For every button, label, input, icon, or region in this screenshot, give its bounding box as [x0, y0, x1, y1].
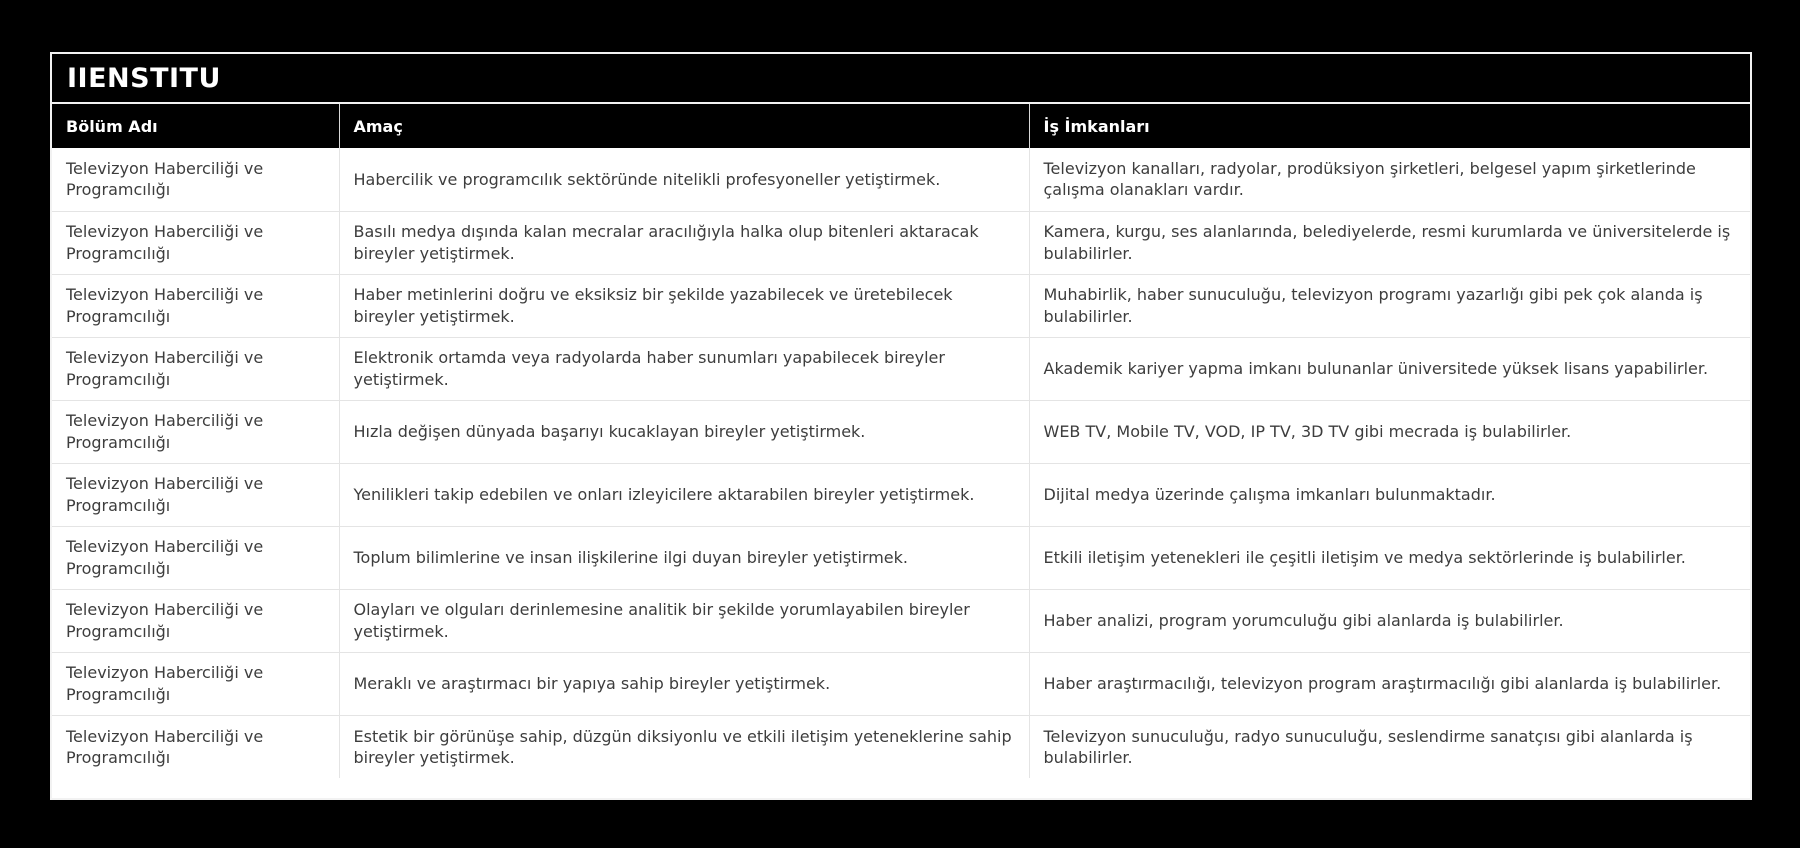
page-title: IIENSTITU [67, 62, 221, 94]
cell-amac: Haber metinlerini doğru ve eksiksiz bir şekilde yazabilecek ve üretebilecek bireyler yetiştirmek. [339, 274, 1029, 337]
cell-amac: Hızla değişen dünyada başarıyı kucaklayan bireyler yetiştirmek. [339, 400, 1029, 463]
column-header-amac: Amaç [339, 104, 1029, 148]
table-row [52, 715, 1750, 778]
table-row [52, 400, 1750, 463]
cell-amac: Elektronik ortamda veya radyolarda haber sunumları yapabilecek bireyler yetiştirmek. [339, 337, 1029, 400]
title-bar [52, 54, 1750, 104]
cell-bolum-adi: Televizyon Haberciliği ve Programcılığı [52, 148, 339, 211]
column-header-is-imkanlari: İş İmkanları [1029, 104, 1750, 148]
table-row [52, 652, 1750, 715]
cell-amac: Yenilikleri takip edebilen ve onları izleyicilere aktarabilen bireyler yetiştirmek. [339, 463, 1029, 526]
cell-bolum-adi: Televizyon Haberciliği ve Programcılığı [52, 463, 339, 526]
cell-is-imkanlari: Televizyon sunuculuğu, radyo sunuculuğu, seslendirme sanatçısı gibi alanlarda iş bulabilirler. [1029, 715, 1750, 778]
cell-is-imkanlari: Haber analizi, program yorumculuğu gibi alanlarda iş bulabilirler. [1029, 589, 1750, 652]
column-header-bolum-adi: Bölüm Adı [52, 104, 339, 148]
cell-bolum-adi: Televizyon Haberciliği ve Programcılığı [52, 715, 339, 778]
table-row [52, 148, 1750, 211]
cell-bolum-adi: Televizyon Haberciliği ve Programcılığı [52, 274, 339, 337]
table-row [52, 589, 1750, 652]
cell-amac: Meraklı ve araştırmacı bir yapıya sahip bireyler yetiştirmek. [339, 652, 1029, 715]
table-row [52, 463, 1750, 526]
cell-is-imkanlari: Dijital medya üzerinde çalışma imkanları bulunmaktadır. [1029, 463, 1750, 526]
cell-amac: Toplum bilimlerine ve insan ilişkilerine ilgi duyan bireyler yetiştirmek. [339, 526, 1029, 589]
cell-bolum-adi: Televizyon Haberciliği ve Programcılığı [52, 400, 339, 463]
cell-is-imkanlari: WEB TV, Mobile TV, VOD, IP TV, 3D TV gibi mecrada iş bulabilirler. [1029, 400, 1750, 463]
cell-amac: Estetik bir görünüşe sahip, düzgün diksiyonlu ve etkili iletişim yeteneklerine sahip bireyler yetiştirmek. [339, 715, 1029, 778]
table-row [52, 211, 1750, 274]
cell-bolum-adi: Televizyon Haberciliği ve Programcılığı [52, 589, 339, 652]
cell-amac: Basılı medya dışında kalan mecralar aracılığıyla halka olup bitenleri aktaracak bireyler yetiştirmek. [339, 211, 1029, 274]
cell-is-imkanlari: Televizyon kanalları, radyolar, prodüksiyon şirketleri, belgesel yapım şirketlerinde çalışma olanakları vardır. [1029, 148, 1750, 211]
cell-bolum-adi: Televizyon Haberciliği ve Programcılığı [52, 652, 339, 715]
cell-bolum-adi: Televizyon Haberciliği ve Programcılığı [52, 337, 339, 400]
table-row [52, 337, 1750, 400]
cell-amac: Habercilik ve programcılık sektöründe nitelikli profesyoneller yetiştirmek. [339, 148, 1029, 211]
cell-bolum-adi: Televizyon Haberciliği ve Programcılığı [52, 211, 339, 274]
table-card [50, 52, 1752, 800]
cell-is-imkanlari: Etkili iletişim yetenekleri ile çeşitli iletişim ve medya sektörlerinde iş bulabilirler. [1029, 526, 1750, 589]
table-row [52, 274, 1750, 337]
cell-amac: Olayları ve olguları derinlemesine analitik bir şekilde yorumlayabilen bireyler yetiştirmek. [339, 589, 1029, 652]
cell-is-imkanlari: Akademik kariyer yapma imkanı bulunanlar üniversitede yüksek lisans yapabilirler. [1029, 337, 1750, 400]
cell-is-imkanlari: Kamera, kurgu, ses alanlarında, belediyelerde, resmi kurumlarda ve üniversitelerde iş bulabilirler. [1029, 211, 1750, 274]
department-table [52, 104, 1750, 778]
cell-bolum-adi: Televizyon Haberciliği ve Programcılığı [52, 526, 339, 589]
cell-is-imkanlari: Haber araştırmacılığı, televizyon program araştırmacılığı gibi alanlarda iş bulabilirler. [1029, 652, 1750, 715]
table-row [52, 526, 1750, 589]
cell-is-imkanlari: Muhabirlik, haber sunuculuğu, televizyon programı yazarlığı gibi pek çok alanda iş bulabilirler. [1029, 274, 1750, 337]
table-header [52, 104, 1750, 148]
table-body [52, 148, 1750, 778]
